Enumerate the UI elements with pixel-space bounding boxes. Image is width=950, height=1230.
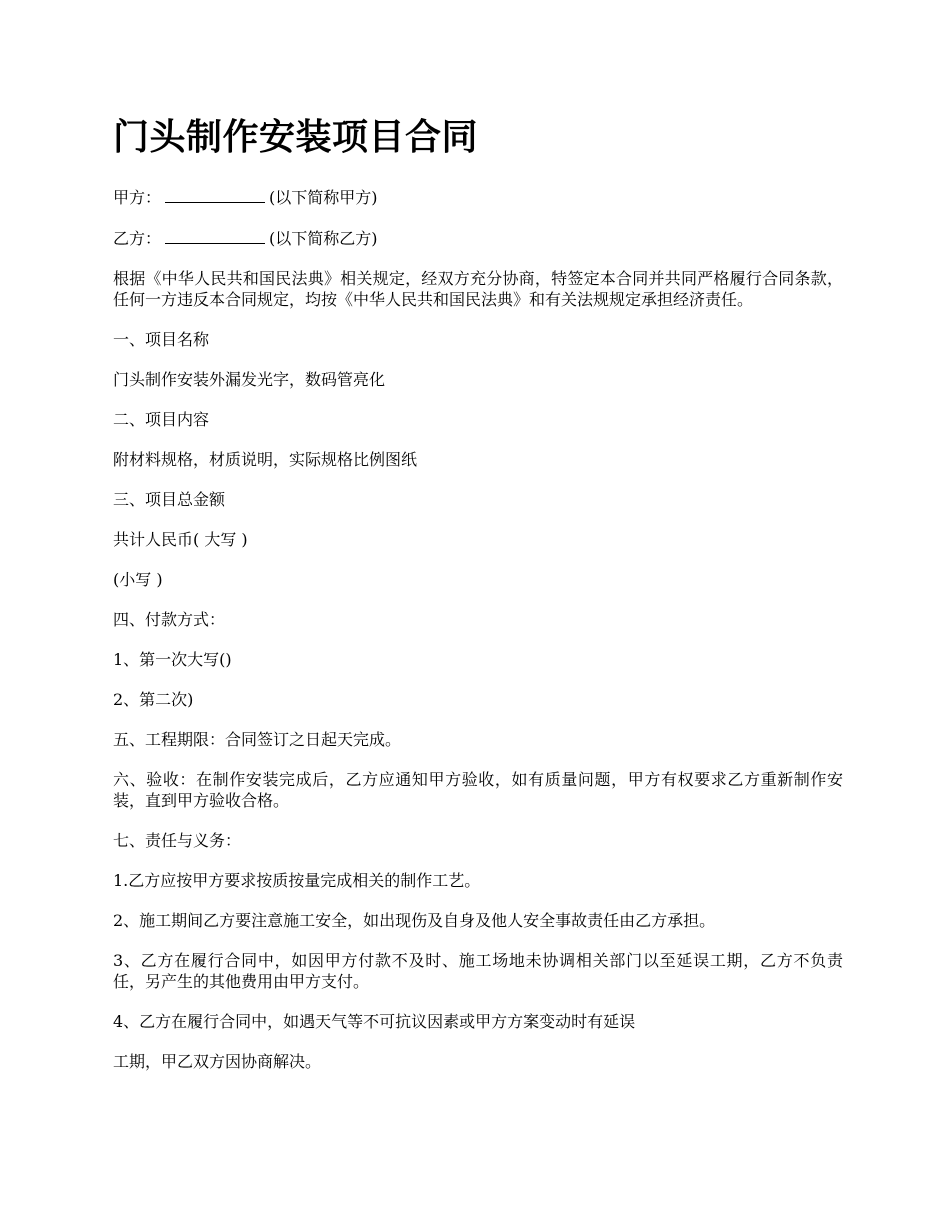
party-a-label: 甲方：	[113, 188, 162, 207]
section-heading: 六、验收：在制作安装完成后，乙方应通知甲方验收，如有质量问题，甲方有权要求乙方重新制作安装，直到甲方验收合格。	[113, 770, 843, 810]
paragraph: 门头制作安装外漏发光字，数码管亮化	[113, 370, 386, 389]
party-b-label: 乙方：	[113, 229, 162, 248]
document-title: 门头制作安装项目合同	[113, 116, 479, 158]
contract-document	[113, 114, 843, 1091]
party-a-line	[113, 186, 843, 208]
section-heading: 三、项目总金额	[113, 490, 226, 509]
paragraph: (小写 )	[113, 570, 163, 589]
party-b-blank	[165, 227, 265, 244]
party-b-line	[113, 227, 843, 249]
paragraph: 2、第二次)	[113, 690, 194, 709]
party-a-blank	[165, 186, 265, 203]
paragraph: 2、施工期间乙方要注意施工安全，如出现伤及自身及他人安全事故责任由乙方承担。	[113, 911, 716, 930]
intro-paragraph: 根据《中华人民共和国民法典》相关规定，经双方充分协商，特签定本合同并共同严格履行合同条款，任何一方违反本合同规定，均按《中华人民共和国民法典》和有关法规规定承担经济责任。	[113, 269, 843, 309]
section-heading: 七、责任与义务：	[113, 831, 242, 850]
paragraph: 附材料规格，材质说明，实际规格比例图纸	[113, 450, 418, 469]
section-heading: 二、项目内容	[113, 410, 210, 429]
party-b-suffix: (以下简称乙方)	[269, 229, 378, 248]
paragraph: 1.乙方应按甲方要求按质按量完成相关的制作工艺。	[113, 871, 481, 890]
section-heading: 四、付款方式：	[113, 610, 226, 629]
paragraph: 共计人民币( 大写 )	[113, 530, 248, 549]
paragraph: 1、第一次大写()	[113, 650, 232, 669]
paragraph: 工期，甲乙双方因协商解决。	[113, 1052, 322, 1071]
party-a-suffix: (以下简称甲方)	[269, 188, 378, 207]
paragraph: 4、乙方在履行合同中，如遇天气等不可抗议因素或甲方方案变动时有延误	[113, 1012, 636, 1031]
paragraph: 3、乙方在履行合同中，如因甲方付款不及时、施工场地未协调相关部门以至延误工期，乙方不负责任，另产生的其他费用由甲方支付。	[113, 951, 843, 991]
section-heading: 五、工程期限：合同签订之日起天完成。	[113, 730, 402, 749]
section-heading: 一、项目名称	[113, 330, 210, 349]
